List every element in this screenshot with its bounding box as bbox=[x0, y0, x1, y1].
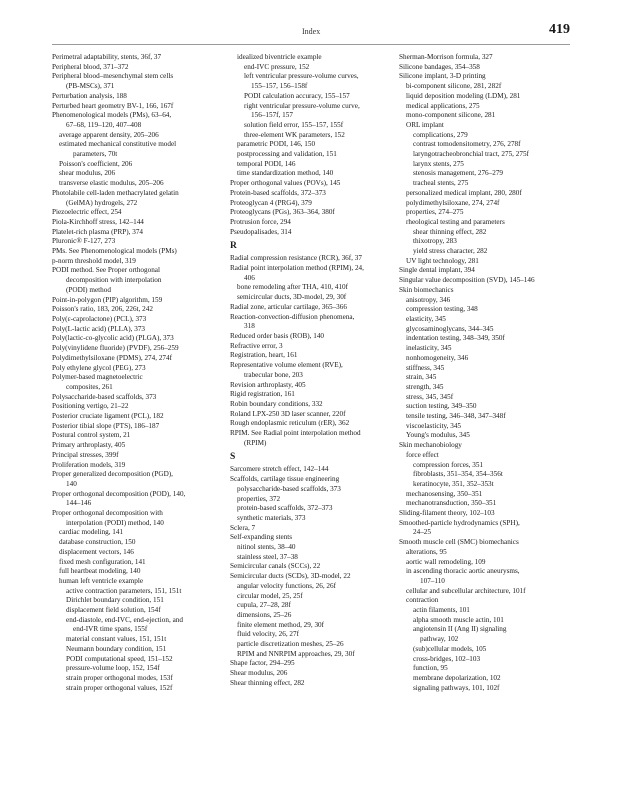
index-entry: Peripheral blood–mesenchymal stem cells bbox=[52, 72, 174, 81]
index-subentry: function, 95 bbox=[413, 664, 448, 673]
index-subentry: Neumann boundary condition, 151 bbox=[66, 644, 167, 653]
index-entry: Photolabile cell-laden methacrylated gelatin bbox=[52, 188, 179, 197]
index-subentry: suction testing, 349–350 bbox=[406, 402, 477, 411]
index-subentry: idealized biventricle example bbox=[237, 53, 322, 61]
index-subentry: end-diastole, end-IVC, end-ejection, and bbox=[66, 615, 183, 624]
index-subentry: bi-component silicone, 281, 282f bbox=[406, 82, 502, 91]
index-entry: Pseudopalisades, 314 bbox=[230, 227, 292, 236]
section-letter: R bbox=[230, 241, 237, 252]
index-subentry: transverse elastic modulus, 205–206 bbox=[59, 179, 164, 188]
index-subentry: displacement field solution, 154f bbox=[66, 606, 161, 615]
index-entry: PODI method. See Proper orthogonal bbox=[52, 266, 160, 275]
index-subentry: 318 bbox=[244, 322, 255, 331]
index-subentry: average apparent density, 205–206 bbox=[59, 130, 159, 139]
index-subentry: compression testing, 348 bbox=[406, 305, 478, 314]
index-entry: Proper orthogonal decomposition (POD), 140, bbox=[52, 489, 186, 498]
index-entry: Sarcomere stretch effect, 142–144 bbox=[230, 465, 329, 474]
section-letter: S bbox=[230, 452, 236, 463]
index-entry: Piola-Kirchhoff stress, 142–144 bbox=[52, 217, 144, 226]
index-entry: Skin biomechanics bbox=[399, 285, 454, 294]
index-subentry: (PB-MSCs), 371 bbox=[66, 82, 115, 91]
index-subentry: displacement vectors, 146 bbox=[59, 547, 134, 556]
index-entry: Radial point interpolation method (RPIM), 24, bbox=[230, 264, 364, 273]
index-subentry: signaling pathways, 101, 102f bbox=[413, 683, 500, 692]
index-subentry: human left ventricle example bbox=[59, 576, 144, 585]
index-entry: Sclera, 7 bbox=[230, 523, 256, 532]
index-entry: Perimetral adaptability, stents, 36f, 37 bbox=[52, 53, 162, 61]
index-entry: Perturbation analysis, 188 bbox=[52, 91, 127, 100]
index-subentry: circular model, 25, 25f bbox=[237, 591, 303, 600]
index-subentry: keratinocyte, 351, 352–353t bbox=[413, 479, 494, 488]
index-subentry: liquid deposition modeling (LDM), 281 bbox=[406, 91, 521, 100]
index-subentry: full heartbeat modeling, 140 bbox=[59, 567, 141, 576]
index-subentry: left ventricular pressure-volume curves, bbox=[244, 72, 359, 81]
running-title: Index bbox=[302, 27, 321, 36]
index-entry: Positioning vertigo, 21–22 bbox=[52, 402, 129, 411]
index-subentry: contraction bbox=[406, 596, 439, 605]
index-entry: p-norm threshold model, 319 bbox=[52, 256, 136, 265]
index-subentry: Poisson's coefficient, 206 bbox=[59, 159, 133, 168]
index-subentry: mono-component silicone, 281 bbox=[406, 111, 496, 120]
index-subentry: semicircular ducts, 3D-model, 29, 30f bbox=[237, 293, 347, 302]
index-subentry: strain proper orthogonal modes, 153f bbox=[66, 674, 173, 682]
index-entry: Registration, heart, 161 bbox=[230, 351, 298, 360]
index-entry: Poly(lactic-co-glycolic acid) (PLGA), 373 bbox=[52, 334, 174, 343]
index-subentry: cellular and subcellular architecture, 101f bbox=[406, 586, 526, 595]
index-entry: Proper generalized decomposition (PGD), bbox=[52, 470, 173, 479]
index-subentry: angiotensin II (Ang II) signaling bbox=[413, 625, 507, 634]
index-entry: Pluronic® F-127, 273 bbox=[52, 237, 116, 246]
index-entry: Rigid registration, 161 bbox=[230, 390, 295, 399]
index-subentry: fluid velocity, 26, 27f bbox=[237, 630, 300, 639]
index-subentry: mechanosensing, 350–351 bbox=[406, 489, 483, 498]
index-column-2 bbox=[230, 53, 395, 689]
index-subentry: ORL implant bbox=[406, 120, 444, 129]
index-subentry: RPIM and NNRPIM approaches, 29, 30f bbox=[237, 649, 355, 658]
index-subentry: estimated mechanical constitutive model bbox=[59, 140, 177, 149]
index-entry: Reaction-convection-diffusion phenomena, bbox=[230, 312, 355, 321]
index-entry: RPIM. See Radial point interpolation method bbox=[230, 429, 361, 438]
index-entry: Principal stresses, 399f bbox=[52, 450, 119, 459]
index-subentry: alpha smooth muscle actin, 101 bbox=[413, 615, 504, 624]
index-subentry: angular velocity functions, 26, 26f bbox=[237, 581, 337, 590]
index-subentry: cross-bridges, 102–103 bbox=[413, 654, 481, 663]
index-subentry: complications, 279 bbox=[413, 130, 468, 139]
index-entry: Poly ethylene glycol (PEG), 273 bbox=[52, 363, 146, 372]
index-entry: Proliferation models, 319 bbox=[52, 460, 126, 469]
index-subentry: time standardization method, 140 bbox=[237, 169, 334, 178]
index-subentry: end-IVC pressure, 152 bbox=[244, 62, 310, 71]
index-subentry: interpolation (PODI) method, 140 bbox=[66, 518, 164, 527]
index-subentry: membrane depolarization, 102 bbox=[413, 674, 501, 682]
index-column-3 bbox=[399, 53, 564, 693]
index-entry: Poly(L-lactic acid) (PLLA), 373 bbox=[52, 324, 146, 333]
index-entry: Platelet-rich plasma (PRP), 374 bbox=[52, 227, 144, 236]
index-subentry: parametric PODI, 146, 150 bbox=[237, 140, 316, 149]
index-entry: Point-in-polygon (PIP) algorithm, 159 bbox=[52, 295, 163, 304]
index-entry: Poly(ε-caprolactone) (PCL), 373 bbox=[52, 314, 147, 323]
index-entry: Radial compression resistance (RCR), 36f, 37 bbox=[230, 254, 362, 263]
index-subentry: solution field error, 155–157, 155f bbox=[244, 120, 344, 129]
index-subentry: fixed mesh configuration, 141 bbox=[59, 557, 146, 566]
running-header bbox=[52, 22, 570, 45]
index-entry: Proteoglycan 4 (PRG4), 379 bbox=[230, 198, 312, 207]
index-subentry: 155–157, 156–158f bbox=[251, 82, 308, 91]
index-entry: Rough endoplasmic reticulum (rER), 362 bbox=[230, 419, 350, 428]
page-number: 419 bbox=[549, 22, 570, 37]
index-subentry: end-IVR time spans, 155f bbox=[73, 625, 148, 634]
index-subentry: finite element method, 29, 30f bbox=[237, 620, 325, 629]
index-subentry: tensile testing, 346–348, 347–348f bbox=[406, 412, 506, 421]
index-entry: Silicone bandages, 354–358 bbox=[399, 62, 480, 71]
index-subentry: synthetic materials, 373 bbox=[237, 513, 306, 522]
index-subentry: parameters, 70t bbox=[73, 150, 118, 159]
index-subentry: tracheal stents, 275 bbox=[413, 179, 469, 188]
index-subentry: inelasticity, 345 bbox=[406, 344, 452, 353]
index-subentry: strain proper orthogonal values, 152f bbox=[66, 683, 173, 692]
index-subentry: properties, 274–275 bbox=[406, 208, 464, 217]
index-subentry: (RPIM) bbox=[244, 438, 267, 447]
index-entry: Robin boundary conditions, 332 bbox=[230, 399, 323, 408]
index-subentry: three-element WK parameters, 152 bbox=[244, 130, 345, 139]
index-subentry: 107–110 bbox=[420, 576, 445, 585]
index-subentry: stiffness, 345 bbox=[406, 363, 445, 372]
index-subentry: personalized medical implant, 280, 280f bbox=[406, 188, 522, 197]
index-subentry: medical applications, 275 bbox=[406, 101, 480, 110]
index-subentry: strength, 345 bbox=[406, 382, 444, 391]
index-subentry: aortic wall remodeling, 109 bbox=[406, 557, 486, 566]
index-subentry: anisotropy, 346 bbox=[406, 295, 451, 304]
index-subentry: trabecular bone, 203 bbox=[244, 370, 303, 379]
index-subentry: pathway, 102 bbox=[420, 635, 459, 644]
index-subentry: stress, 345, 345f bbox=[406, 392, 454, 401]
index-subentry: shear thinning effect, 282 bbox=[413, 227, 487, 236]
index-subentry: stainless steel, 37–38 bbox=[237, 552, 298, 561]
index-entry: Poisson's ratio, 183, 206, 226t, 242 bbox=[52, 305, 153, 314]
index-subentry: PODI calculation accuracy, 155–157 bbox=[244, 91, 350, 100]
index-subentry: shear modulus, 206 bbox=[59, 169, 116, 178]
index-entry: Posterior tibial slope (PTS), 186–187 bbox=[52, 421, 160, 430]
index-subentry: database construction, 150 bbox=[59, 538, 136, 547]
index-entry: Protrusion force, 294 bbox=[230, 217, 291, 226]
index-subentry: contrast tomodensitometry, 276, 278f bbox=[413, 140, 521, 149]
index-entry: Roland LPX-250 3D laser scanner, 220f bbox=[230, 409, 346, 418]
index-subentry: yield stress character, 282 bbox=[413, 247, 488, 256]
index-subentry: thixotropy, 283 bbox=[413, 237, 457, 246]
index-subentry: glycosaminoglycans, 344–345 bbox=[406, 324, 494, 333]
index-subentry: composites, 261 bbox=[66, 382, 113, 391]
index-entry: Representative volume element (RVE), bbox=[230, 361, 343, 370]
index-entry: Posterior cruciate ligament (PCL), 182 bbox=[52, 412, 164, 421]
index-entry: Single dental implant, 394 bbox=[399, 266, 475, 275]
index-entry: Perturbed heart geometry BV-1, 166, 167f bbox=[52, 101, 174, 110]
index-entry: Revision arthroplasty, 405 bbox=[230, 380, 306, 389]
index-subentry: actin filaments, 101 bbox=[413, 606, 470, 615]
index-subentry: compression forces, 351 bbox=[413, 460, 484, 469]
index-entry: Proper orthogonal decomposition with bbox=[52, 509, 163, 518]
index-entry: Refractive error, 3 bbox=[230, 341, 283, 350]
index-subentry: fibroblasts, 351–354, 354–356t bbox=[413, 470, 503, 479]
index-entry: Scaffolds, cartilage tissue engineering bbox=[230, 475, 340, 484]
index-subentry: Young's modulus, 345 bbox=[406, 431, 470, 440]
index-subentry: protein-based scaffolds, 372–373 bbox=[237, 504, 333, 513]
index-entry: Semicircular ducts (SCDs), 3D-model, 22 bbox=[230, 572, 351, 581]
index-entry: Shear modulus, 206 bbox=[230, 669, 288, 678]
index-subentry: PODI computational speed, 151–152 bbox=[66, 654, 173, 663]
index-subentry: bone remodeling after THA, 410, 410f bbox=[237, 283, 349, 292]
index-subentry: viscoelasticity, 345 bbox=[406, 421, 462, 430]
index-subentry: 406 bbox=[244, 273, 255, 282]
index-subentry: nitinol stents, 38–40 bbox=[237, 543, 296, 552]
index-subentry: force effect bbox=[406, 450, 439, 459]
index-entry: Polydimethylsiloxane (PDMS), 274, 274f bbox=[52, 353, 172, 362]
index-entry: Polysaccharide-based scaffolds, 373 bbox=[52, 392, 157, 401]
index-subentry: dimensions, 25–26 bbox=[237, 610, 292, 619]
index-subentry: strain, 345 bbox=[406, 373, 437, 382]
index-subentry: particle discretization meshes, 25–26 bbox=[237, 640, 344, 649]
index-entry: Proteoglycans (PGs), 363–364, 380f bbox=[230, 208, 335, 217]
index-subentry: in ascending thoracic aortic aneurysms, bbox=[406, 567, 520, 576]
index-columns bbox=[52, 53, 570, 788]
index-entry: Self-expanding stents bbox=[230, 533, 293, 542]
index-subentry: polydimethylsiloxane, 274, 274f bbox=[406, 198, 500, 207]
index-entry: Skin mechanobiology bbox=[399, 441, 462, 450]
index-entry: Smooth muscle cell (SMC) biomechanics bbox=[399, 538, 519, 547]
index-entry: Poly(vinylidene fluoride) (PVDF), 256–259 bbox=[52, 344, 179, 353]
index-entry: Shear thinning effect, 282 bbox=[230, 678, 305, 687]
index-subentry: stenosis management, 276–279 bbox=[413, 169, 504, 178]
index-entry: Radial zone, articular cartilage, 365–366 bbox=[230, 302, 347, 311]
index-subentry: alterations, 95 bbox=[406, 547, 447, 556]
index-subentry: rheological testing and parameters bbox=[406, 217, 505, 226]
index-entry: Piezoelectric effect, 254 bbox=[52, 208, 122, 217]
index-subentry: (sub)cellular models, 105 bbox=[413, 644, 487, 653]
index-entry: Singular value decomposition (SVD), 145–146 bbox=[399, 276, 535, 285]
index-entry: Polymer-based magnetoelectric bbox=[52, 373, 143, 382]
index-entry: Primary arthroplasty, 405 bbox=[52, 441, 126, 450]
index-entry: Semicircular canals (SCCs), 22 bbox=[230, 562, 321, 571]
index-entry: Smoothed-particle hydrodynamics (SPH), bbox=[399, 518, 520, 527]
index-subentry: polysaccharide-based scaffolds, 373 bbox=[237, 484, 341, 493]
index-subentry: cupula, 27–28, 28f bbox=[237, 601, 291, 610]
index-subentry: indentation testing, 348–349, 350f bbox=[406, 334, 505, 343]
index-subentry: 140 bbox=[66, 479, 77, 488]
index-entry: Postural control system, 21 bbox=[52, 431, 131, 440]
index-entry: Sherman-Morrison formula, 327 bbox=[399, 53, 493, 61]
index-subentry: 144–146 bbox=[66, 499, 92, 508]
index-subentry: Dirichlet boundary condition, 151 bbox=[66, 596, 164, 605]
index-column-1 bbox=[52, 53, 217, 693]
index-subentry: larynx stents, 275 bbox=[413, 159, 464, 168]
index-entry: Sliding-filament theory, 102–103 bbox=[399, 509, 495, 518]
index-subentry: postprocessing and validation, 151 bbox=[237, 150, 337, 159]
index-subentry: 156–157f, 157 bbox=[251, 111, 293, 120]
index-subentry: decomposition with interpolation bbox=[66, 276, 162, 285]
index-subentry: (GelMA) hydrogels, 272 bbox=[66, 198, 138, 207]
index-subentry: UV light technology, 281 bbox=[406, 256, 479, 265]
index-subentry: nonhomogeneity, 346 bbox=[406, 353, 469, 362]
index-subentry: temporal PODI, 146 bbox=[237, 159, 296, 168]
index-entry: Protein-based scaffolds, 372–373 bbox=[230, 188, 326, 197]
index-subentry: cardiac modeling, 141 bbox=[59, 528, 124, 537]
index-subentry: elasticity, 345 bbox=[406, 314, 446, 323]
index-entry: Silicone implant, 3-D printing bbox=[399, 72, 486, 81]
index-subentry: 67–68, 119–120, 407–408 bbox=[66, 120, 142, 129]
index-subentry: material constant values, 151, 151t bbox=[66, 635, 167, 644]
index-subentry: active contraction parameters, 151, 151t bbox=[66, 586, 182, 595]
index-entry: PMs. See Phenomenological models (PMs) bbox=[52, 247, 177, 256]
index-subentry: laryngotracheobronchial tract, 275, 275f bbox=[413, 150, 529, 159]
index-entry: Reduced order basis (ROB), 140 bbox=[230, 331, 325, 340]
index-subentry: (PODI) method bbox=[66, 285, 111, 294]
index-entry: Shape factor, 294–295 bbox=[230, 659, 295, 668]
index-subentry: right ventricular pressure-volume curve, bbox=[244, 101, 360, 110]
index-entry: Phenomenological models (PMs), 63–64, bbox=[52, 111, 172, 120]
index-subentry: 24–25 bbox=[413, 528, 431, 537]
index-subentry: properties, 372 bbox=[237, 494, 281, 503]
index-subentry: mechanotransduction, 350–351 bbox=[406, 499, 497, 508]
index-entry: Peripheral blood, 371–372 bbox=[52, 62, 129, 71]
index-entry: Proper orthogonal values (POVs), 145 bbox=[230, 179, 341, 188]
index-subentry: pressure-volume loop, 152, 154f bbox=[66, 664, 160, 673]
